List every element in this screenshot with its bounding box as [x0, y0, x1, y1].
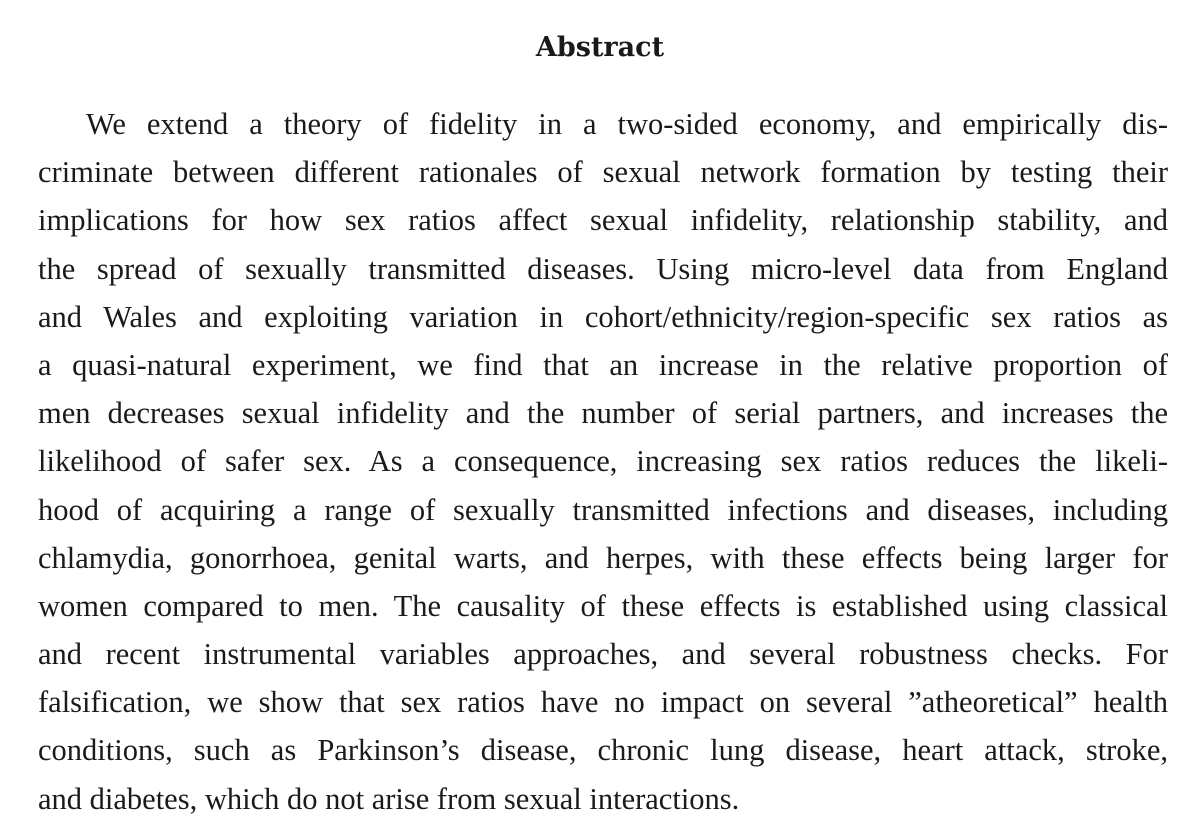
abstract-line: implications for how sex ratios affect sexual infidelity, relationship stability, and: [38, 203, 1168, 238]
abstract-line: likelihood of safer sex. As a consequence, increasing sex ratios reduces the likeli-: [38, 444, 1168, 479]
abstract-line: and diabetes, which do not arise from sexual interactions.: [38, 781, 740, 816]
abstract-line: a quasi-natural experiment, we find that an increase in the relative proportion of: [38, 347, 1168, 382]
abstract-line: the spread of sexually transmitted diseases. Using micro-level data from England: [38, 251, 1168, 286]
abstract-line: women compared to men. The causality of these effects is established using classical: [38, 588, 1168, 623]
abstract-line: hood of acquiring a range of sexually transmitted infections and diseases, including: [38, 492, 1168, 527]
abstract-line: falsification, we show that sex ratios have no impact on several ”atheoretical” health: [38, 685, 1168, 720]
abstract-paragraph: [38, 100, 1168, 823]
abstract-line: and recent instrumental variables approaches, and several robustness checks. For: [38, 637, 1168, 672]
abstract-line: We extend a theory of fidelity in a two-sided economy, and empirically dis-: [86, 107, 1168, 141]
abstract-heading: Abstract: [535, 32, 665, 63]
abstract-line: conditions, such as Parkinson’s disease, chronic lung disease, heart attack, stroke,: [38, 733, 1168, 768]
abstract-line: and Wales and exploiting variation in cohort/ethnicity/region-specific sex ratios as: [38, 299, 1168, 334]
abstract-line: chlamydia, gonorrhoea, genital warts, and herpes, with these effects being larger for: [38, 540, 1168, 575]
abstract-line: criminate between different rationales of sexual network formation by testing their: [38, 155, 1168, 190]
abstract-line: men decreases sexual infidelity and the number of serial partners, and increases the: [38, 396, 1168, 431]
